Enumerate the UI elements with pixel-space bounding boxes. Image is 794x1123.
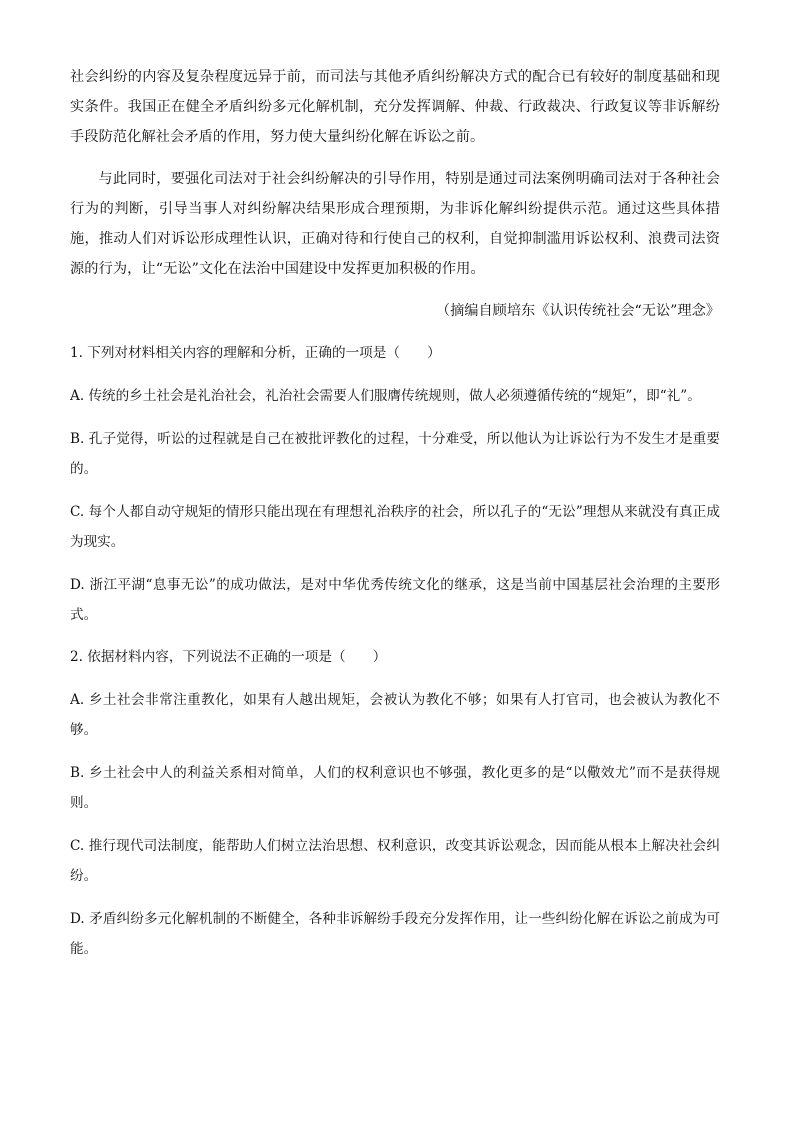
question-1-option-d: D. 浙江平湖“息事无讼”的成功做法，是对中华优秀传统文化的继承，这是当前中国基层社会治理的主要形式。 (70, 577, 720, 623)
passage-paragraph-1: 社会纠纷的内容及复杂程度远异于前，而司法与其他矛盾纠纷解决方式的配合已有较好的制度基础和现实条件。我国正在健全矛盾纠纷多元化解机制，充分发挥调解、仲裁、行政裁决、行政复议等非诉解纷手段防范化解社会矛盾的作用，努力使大量纠纷化解在诉讼之前。 (70, 69, 720, 145)
question-1-option-a: A. 传统的乡土社会是礼治社会，礼治社会需要人们服膺传统规则，做人必须遵循传统的“规矩”，即“礼”。 (70, 388, 701, 404)
question-2-option-d: D. 矛盾纠纷多元化解机制的不断健全，各种非诉解纷手段充分发挥作用，让一些纠纷化解在诉讼之前成为可能。 (70, 911, 720, 957)
question-1-option-c: C. 每个人都自动守规矩的情形只能出现在有理想礼治秩序的社会，所以孔子的“无讼”理想从来就没有真正成为现实。 (70, 504, 720, 550)
question-1-stem: 1. 下列对材料相关内容的理解和分析，正确的一项是（ ） (70, 345, 441, 361)
question-1 (70, 338, 720, 630)
passage-paragraph-2: 与此同时，要强化司法对于社会纠纷解决的引导作用，特别是通过司法案例明确司法对于各种社会行为的判断，引导当事人对纠纷解决结果形成合理预期，为非诉化解纠纷提供示范。通过这些具体措施，推动人们对诉讼形成理性认识，正确对待和行使自己的权利，自觉抑制滥用诉讼权利、浪费司法资源的行为，让“无讼”文化在法治中国建设中发挥更加积极的作用。 (70, 171, 720, 277)
question-2 (70, 642, 720, 964)
document-page (70, 62, 720, 964)
question-2-option-c: C. 推行现代司法制度，能帮助人们树立法治思想、权利意识，改变其诉讼观念，因而能从根本上解决社会纠纷。 (70, 838, 720, 884)
question-2-option-b: B. 乡土社会中人的利益关系相对简单，人们的权利意识也不够强，教化更多的是“以儆效尤”而不是获得规则。 (70, 765, 720, 811)
question-2-option-a: A. 乡土社会非常注重教化，如果有人越出规矩，会被认为教化不够；如果有人打官司，也会被认为教化不够。 (70, 692, 720, 738)
passage-source: （摘编自顾培东《认识传统社会“无讼”理念》 (435, 303, 720, 319)
question-1-option-b: B. 孔子觉得，听讼的过程就是自己在被批评教化的过程，十分难受，所以他认为让诉讼行为不发生才是重要的。 (70, 431, 720, 477)
question-2-stem: 2. 依据材料内容，下列说法不正确的一项是（ ） (70, 649, 387, 665)
